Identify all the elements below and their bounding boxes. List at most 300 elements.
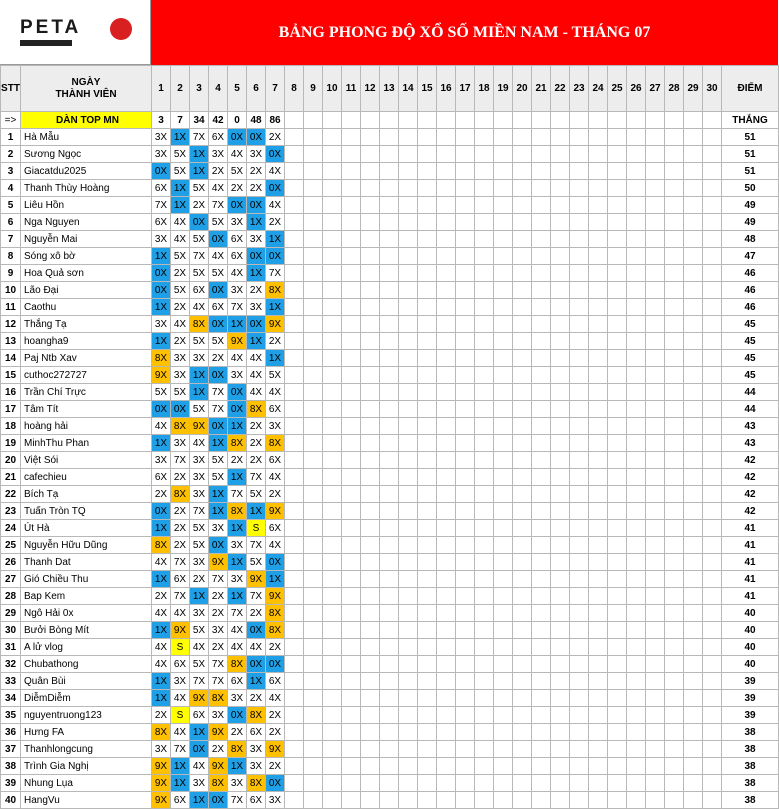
empty-day-cell [589, 248, 608, 265]
empty-day-cell [437, 656, 456, 673]
empty-day-cell [646, 469, 665, 486]
member-row [1, 350, 779, 367]
empty-day-cell [532, 792, 551, 809]
day-result-cell: 3X [247, 299, 266, 316]
empty-day-cell [418, 622, 437, 639]
empty-day-cell [380, 384, 399, 401]
day-header: 9 [304, 66, 323, 112]
day-result-cell: 8X [247, 401, 266, 418]
empty-day-cell [570, 656, 589, 673]
empty-day-cell [570, 401, 589, 418]
empty-day-cell [608, 180, 627, 197]
empty-day-cell [323, 588, 342, 605]
day-result-cell: 1X [190, 384, 209, 401]
empty-day-cell [513, 350, 532, 367]
day-result-cell: 5X [209, 333, 228, 350]
member-row [1, 384, 779, 401]
empty-day-cell [513, 452, 532, 469]
day-result-cell: 1X [190, 146, 209, 163]
empty-day-cell [570, 554, 589, 571]
empty-day-cell [665, 129, 684, 146]
rank-cell: 1 [1, 129, 21, 146]
rank-cell: 2 [1, 146, 21, 163]
empty-day-cell [703, 265, 722, 282]
empty-day-cell [380, 418, 399, 435]
empty-day-cell [589, 435, 608, 452]
day-result-cell: 1X [171, 775, 190, 792]
day-header: 11 [342, 66, 361, 112]
empty-day-cell [456, 231, 475, 248]
empty-day-cell [532, 452, 551, 469]
dan-value-cell [475, 112, 494, 129]
empty-day-cell [665, 248, 684, 265]
empty-day-cell [418, 214, 437, 231]
rank-cell: 39 [1, 775, 21, 792]
member-row [1, 622, 779, 639]
stt-header: STT [1, 66, 21, 112]
empty-day-cell [608, 639, 627, 656]
empty-day-cell [304, 605, 323, 622]
empty-day-cell [532, 554, 551, 571]
member-row [1, 316, 779, 333]
empty-day-cell [285, 231, 304, 248]
day-result-cell: 9X [266, 741, 285, 758]
empty-day-cell [380, 724, 399, 741]
rank-cell: 36 [1, 724, 21, 741]
empty-day-cell [608, 690, 627, 707]
empty-day-cell [437, 486, 456, 503]
empty-day-cell [703, 673, 722, 690]
empty-day-cell [646, 299, 665, 316]
empty-day-cell [703, 792, 722, 809]
empty-day-cell [494, 503, 513, 520]
empty-day-cell [684, 469, 703, 486]
empty-day-cell [570, 792, 589, 809]
rank-cell: 13 [1, 333, 21, 350]
empty-day-cell [361, 418, 380, 435]
empty-day-cell [342, 639, 361, 656]
empty-day-cell [475, 622, 494, 639]
day-result-cell: 7X [171, 554, 190, 571]
dan-value-cell [494, 112, 513, 129]
member-row [1, 792, 779, 809]
empty-day-cell [456, 333, 475, 350]
empty-day-cell [703, 571, 722, 588]
day-result-cell: 0X [247, 129, 266, 146]
empty-day-cell [342, 350, 361, 367]
empty-day-cell [551, 316, 570, 333]
empty-day-cell [494, 214, 513, 231]
empty-day-cell [665, 554, 684, 571]
empty-day-cell [456, 418, 475, 435]
day-result-cell: 5X [171, 248, 190, 265]
day-result-cell: 3X [152, 741, 171, 758]
points-cell: 44 [722, 384, 779, 401]
empty-day-cell [399, 299, 418, 316]
empty-day-cell [361, 163, 380, 180]
day-result-cell: 6X [152, 180, 171, 197]
day-result-cell: 3X [190, 486, 209, 503]
empty-day-cell [475, 350, 494, 367]
day-result-cell: 4X [209, 180, 228, 197]
day-result-cell: 7X [209, 571, 228, 588]
points-cell: 39 [722, 673, 779, 690]
day-result-cell: 1X [228, 758, 247, 775]
empty-day-cell [589, 486, 608, 503]
day-result-cell: 8X [247, 775, 266, 792]
empty-day-cell [665, 758, 684, 775]
empty-day-cell [665, 333, 684, 350]
rank-cell: 10 [1, 282, 21, 299]
empty-day-cell [494, 605, 513, 622]
empty-day-cell [380, 775, 399, 792]
day-result-cell: 1X [266, 231, 285, 248]
day-result-cell: 4X [266, 690, 285, 707]
empty-day-cell [285, 554, 304, 571]
empty-day-cell [304, 401, 323, 418]
empty-day-cell [532, 129, 551, 146]
empty-day-cell [627, 282, 646, 299]
empty-day-cell [532, 673, 551, 690]
rank-cell: 17 [1, 401, 21, 418]
empty-day-cell [361, 316, 380, 333]
member-row [1, 197, 779, 214]
empty-day-cell [361, 673, 380, 690]
empty-day-cell [570, 571, 589, 588]
empty-day-cell [646, 248, 665, 265]
empty-day-cell [399, 605, 418, 622]
points-cell: 46 [722, 299, 779, 316]
empty-day-cell [380, 180, 399, 197]
day-result-cell: 2X [209, 741, 228, 758]
day-result-cell: 2X [266, 333, 285, 350]
empty-day-cell [608, 350, 627, 367]
empty-day-cell [361, 486, 380, 503]
day-result-cell: 2X [247, 605, 266, 622]
empty-day-cell [646, 622, 665, 639]
day-result-cell: 4X [228, 146, 247, 163]
empty-day-cell [570, 265, 589, 282]
day-result-cell: 6X [209, 129, 228, 146]
empty-day-cell [627, 163, 646, 180]
empty-day-cell [570, 707, 589, 724]
empty-day-cell [665, 639, 684, 656]
empty-day-cell [608, 435, 627, 452]
empty-day-cell [342, 520, 361, 537]
empty-day-cell [589, 333, 608, 350]
empty-day-cell [342, 707, 361, 724]
empty-day-cell [551, 418, 570, 435]
empty-day-cell [703, 690, 722, 707]
empty-day-cell [551, 639, 570, 656]
empty-day-cell [627, 265, 646, 282]
empty-day-cell [570, 146, 589, 163]
empty-day-cell [551, 282, 570, 299]
empty-day-cell [684, 299, 703, 316]
day-result-cell: 1X [228, 418, 247, 435]
empty-day-cell [646, 690, 665, 707]
empty-day-cell [361, 384, 380, 401]
day-result-cell: 8X [247, 707, 266, 724]
empty-day-cell [380, 503, 399, 520]
empty-day-cell [437, 622, 456, 639]
empty-day-cell [551, 622, 570, 639]
empty-day-cell [551, 384, 570, 401]
empty-day-cell [513, 282, 532, 299]
dan-value-cell [418, 112, 437, 129]
empty-day-cell [627, 316, 646, 333]
day-result-cell: 3X [190, 452, 209, 469]
empty-day-cell [684, 452, 703, 469]
day-result-cell: 0X [266, 248, 285, 265]
empty-day-cell [399, 486, 418, 503]
day-result-cell: 0X [247, 197, 266, 214]
rank-cell: 23 [1, 503, 21, 520]
day-result-cell: 8X [228, 656, 247, 673]
empty-day-cell [323, 367, 342, 384]
empty-day-cell [285, 452, 304, 469]
empty-day-cell [494, 401, 513, 418]
empty-day-cell [665, 452, 684, 469]
empty-day-cell [627, 350, 646, 367]
dan-value-cell [646, 112, 665, 129]
empty-day-cell [551, 554, 570, 571]
peta-ball-logo [0, 0, 151, 65]
empty-day-cell [627, 775, 646, 792]
empty-day-cell [627, 605, 646, 622]
member-row [1, 282, 779, 299]
empty-day-cell [475, 537, 494, 554]
empty-day-cell [684, 792, 703, 809]
empty-day-cell [551, 588, 570, 605]
empty-day-cell [494, 656, 513, 673]
empty-day-cell [399, 333, 418, 350]
empty-day-cell [342, 741, 361, 758]
day-result-cell: 3X [228, 214, 247, 231]
day-result-cell: 1X [228, 554, 247, 571]
day-result-cell: 4X [171, 724, 190, 741]
day-result-cell: 3X [247, 146, 266, 163]
empty-day-cell [380, 571, 399, 588]
empty-day-cell [475, 724, 494, 741]
empty-day-cell [665, 588, 684, 605]
empty-day-cell [418, 520, 437, 537]
empty-day-cell [475, 384, 494, 401]
empty-day-cell [304, 384, 323, 401]
empty-day-cell [380, 537, 399, 554]
empty-day-cell [684, 588, 703, 605]
dan-value-cell: 48 [247, 112, 266, 129]
empty-day-cell [627, 690, 646, 707]
member-name: Thanhlongcung [21, 741, 152, 758]
empty-day-cell [418, 180, 437, 197]
empty-day-cell [703, 469, 722, 486]
empty-day-cell [513, 197, 532, 214]
day-result-cell: 5X [266, 367, 285, 384]
empty-day-cell [304, 367, 323, 384]
empty-day-cell [304, 639, 323, 656]
empty-day-cell [570, 197, 589, 214]
day-header: 26 [627, 66, 646, 112]
empty-day-cell [285, 401, 304, 418]
empty-day-cell [589, 350, 608, 367]
empty-day-cell [380, 588, 399, 605]
day-result-cell: 5X [209, 469, 228, 486]
day-result-cell: 2X [152, 588, 171, 605]
empty-day-cell [551, 758, 570, 775]
day-result-cell: 0X [247, 248, 266, 265]
empty-day-cell [665, 792, 684, 809]
empty-day-cell [703, 741, 722, 758]
day-result-cell: 0X [152, 401, 171, 418]
empty-day-cell [608, 656, 627, 673]
day-result-cell: 1X [247, 503, 266, 520]
empty-day-cell [513, 503, 532, 520]
empty-day-cell [418, 571, 437, 588]
day-result-cell: 7X [171, 741, 190, 758]
day-result-cell: 4X [266, 384, 285, 401]
empty-day-cell [684, 503, 703, 520]
member-name: Thắng Tạ [21, 316, 152, 333]
day-result-cell: 5X [171, 384, 190, 401]
day-result-cell: 0X [152, 282, 171, 299]
day-result-cell: 8X [228, 435, 247, 452]
empty-day-cell [646, 282, 665, 299]
empty-day-cell [399, 231, 418, 248]
rank-cell: 32 [1, 656, 21, 673]
empty-day-cell [342, 571, 361, 588]
day-header: 4 [209, 66, 228, 112]
empty-day-cell [475, 486, 494, 503]
day-result-cell: 5X [209, 214, 228, 231]
empty-day-cell [570, 673, 589, 690]
day-result-cell: 3X [152, 129, 171, 146]
empty-day-cell [285, 469, 304, 486]
points-cell: 40 [722, 639, 779, 656]
day-result-cell: 4X [247, 350, 266, 367]
day-result-cell: 5X [190, 622, 209, 639]
day-result-cell: 5X [209, 265, 228, 282]
day-result-cell: 6X [190, 707, 209, 724]
day-result-cell: 3X [228, 690, 247, 707]
empty-day-cell [570, 129, 589, 146]
day-result-cell: 0X [266, 180, 285, 197]
empty-day-cell [608, 129, 627, 146]
empty-day-cell [570, 282, 589, 299]
empty-day-cell [323, 486, 342, 503]
empty-day-cell [437, 231, 456, 248]
empty-day-cell [665, 316, 684, 333]
day-result-cell: 3X [209, 520, 228, 537]
member-name: Lão Đại [21, 282, 152, 299]
empty-day-cell [475, 197, 494, 214]
empty-day-cell [665, 571, 684, 588]
day-result-cell: 5X [190, 231, 209, 248]
day-result-cell: 0X [209, 316, 228, 333]
points-cell: 45 [722, 316, 779, 333]
empty-day-cell [608, 605, 627, 622]
empty-day-cell [570, 741, 589, 758]
empty-day-cell [608, 248, 627, 265]
empty-day-cell [608, 707, 627, 724]
points-cell: 51 [722, 129, 779, 146]
rank-cell: 31 [1, 639, 21, 656]
empty-day-cell [399, 316, 418, 333]
empty-day-cell [646, 758, 665, 775]
empty-day-cell [608, 452, 627, 469]
empty-day-cell [665, 775, 684, 792]
empty-day-cell [684, 418, 703, 435]
empty-day-cell [627, 299, 646, 316]
empty-day-cell [551, 571, 570, 588]
empty-day-cell [532, 214, 551, 231]
member-name: Trần Chí Trực [21, 384, 152, 401]
day-result-cell: 9X [266, 316, 285, 333]
empty-day-cell [665, 350, 684, 367]
empty-day-cell [418, 146, 437, 163]
member-row [1, 588, 779, 605]
day-result-cell: 2X [266, 214, 285, 231]
empty-day-cell [532, 537, 551, 554]
empty-day-cell [646, 163, 665, 180]
member-row [1, 554, 779, 571]
empty-day-cell [380, 452, 399, 469]
empty-day-cell [380, 299, 399, 316]
empty-day-cell [513, 707, 532, 724]
empty-day-cell [513, 775, 532, 792]
empty-day-cell [513, 486, 532, 503]
day-result-cell: 2X [228, 452, 247, 469]
empty-day-cell [285, 639, 304, 656]
empty-day-cell [684, 316, 703, 333]
empty-day-cell [437, 673, 456, 690]
day-result-cell: 0X [190, 214, 209, 231]
member-name: Nguyễn Hữu Dũng [21, 537, 152, 554]
empty-day-cell [494, 265, 513, 282]
empty-day-cell [684, 673, 703, 690]
empty-day-cell [437, 316, 456, 333]
points-cell: 43 [722, 418, 779, 435]
empty-day-cell [380, 401, 399, 418]
day-result-cell: 0X [209, 231, 228, 248]
empty-day-cell [551, 350, 570, 367]
dan-value-cell [608, 112, 627, 129]
day-result-cell: 5X [171, 163, 190, 180]
empty-day-cell [684, 486, 703, 503]
empty-day-cell [551, 299, 570, 316]
dan-value-cell [627, 112, 646, 129]
day-result-cell: 0X [152, 265, 171, 282]
empty-day-cell [304, 282, 323, 299]
day-result-cell: 4X [209, 248, 228, 265]
empty-day-cell [380, 316, 399, 333]
member-row [1, 452, 779, 469]
empty-day-cell [475, 265, 494, 282]
day-result-cell: 9X [190, 690, 209, 707]
empty-day-cell [361, 639, 380, 656]
empty-day-cell [380, 197, 399, 214]
day-result-cell: 1X [209, 486, 228, 503]
empty-day-cell [304, 707, 323, 724]
empty-day-cell [589, 197, 608, 214]
empty-day-cell [627, 588, 646, 605]
empty-day-cell [285, 146, 304, 163]
empty-day-cell [456, 503, 475, 520]
day-result-cell: 5X [190, 333, 209, 350]
empty-day-cell [570, 367, 589, 384]
empty-day-cell [437, 639, 456, 656]
day-result-cell: 1X [171, 129, 190, 146]
